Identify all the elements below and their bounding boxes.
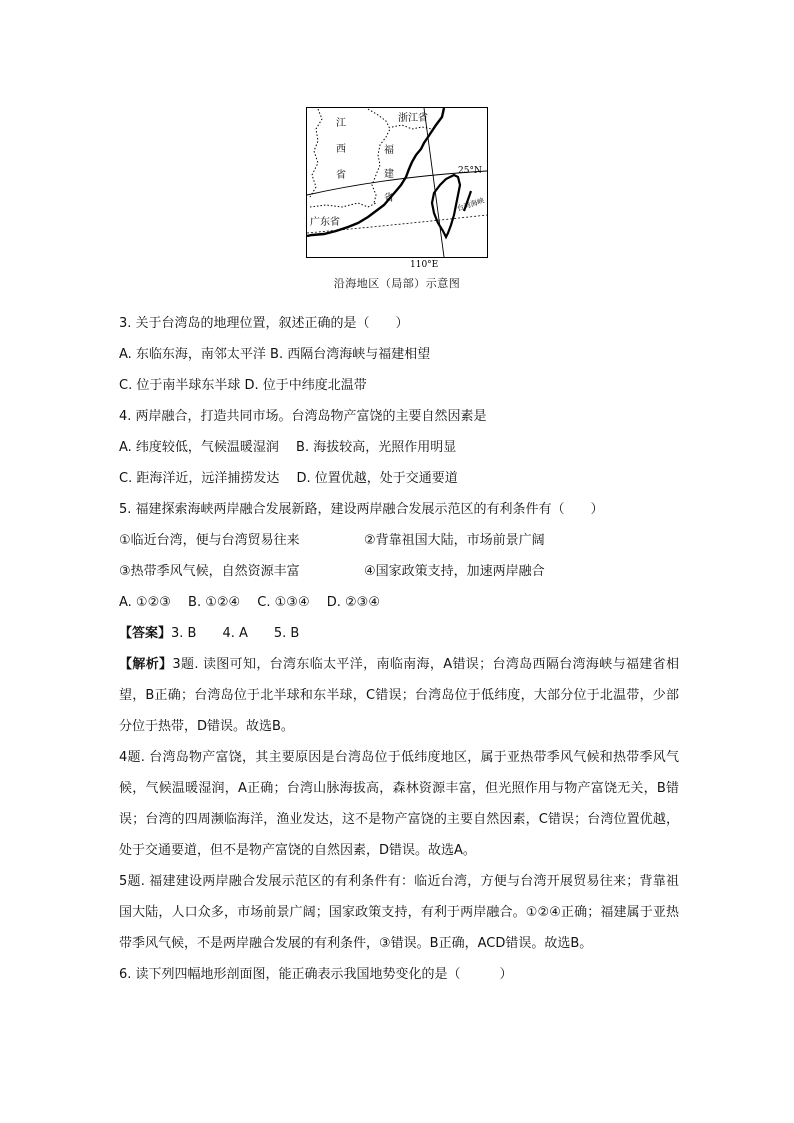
- question-4-options-row1: A. 纬度较低，气候温暖湿润 B. 海拔较高，光照作用明显: [119, 440, 457, 455]
- analysis-q3: [119, 649, 679, 742]
- analysis-q5: 5题. 福建建设两岸融合发展示范区的有利条件有：临近台湾，方便与台湾开展贸易往来；背靠祖国大陆，人口众多，市场前景广阔；国家政策支持，有利于两岸融合。①②④正确；福建属于亚热带季风气候，不是两岸融合发展的有利条件，③错误。B正确，ACD错误。故选B。: [119, 874, 679, 951]
- condition-2: ②背靠祖国大陆，市场前景广阔: [364, 533, 545, 548]
- question-3-options-row2: C. 位于南半球东半球 D. 位于中纬度北温带: [119, 378, 367, 393]
- condition-3: ③热带季风气候，自然资源丰富: [119, 564, 300, 579]
- answer-line: [119, 618, 679, 649]
- question-5-stem: 5. 福建探索海峡两岸融合发展新路，建设两岸融合发展示范区的有利条件有（ ）: [119, 502, 604, 517]
- condition-1: ①临近台湾，便与台湾贸易往来: [119, 533, 300, 548]
- question-6-stem: 6. 读下列四幅地形剖面图，能正确表示我国地势变化的是（ ）: [119, 967, 513, 982]
- analysis-q4: 4题. 台湾岛物产富饶，其主要原因是台湾岛位于低纬度地区，属于亚热带季风气候和热带季风气候，气候温暖湿润，A正确；台湾山脉海拔高，森林资源丰富，但光照作用与物产富饶无关，B错误；台湾的四周濒临海洋，渔业发达，这不是物产富饶的主要自然因素，C错误；台湾位置优越，处于交通要道，但不是物产富饶的自然因素，D错误。故选A。: [119, 750, 679, 858]
- label-fujian-1: 福: [384, 145, 394, 156]
- label-jiangxi-2: 西: [336, 144, 346, 155]
- label-taiwan-strait: 台湾海峡: [456, 196, 486, 213]
- label-lat-25n: 25°N: [458, 166, 482, 176]
- answer-text: 3. B 4. A 5. B: [171, 626, 300, 641]
- question-5-conditions-row2: [119, 556, 679, 587]
- label-zhejiang: 浙江省: [398, 113, 428, 124]
- analysis-label: 【解析】: [119, 657, 173, 672]
- question-5-options: A. ①②③ B. ①②④ C. ①③④ D. ②③④: [119, 595, 380, 610]
- question-5-conditions-row1: [119, 525, 679, 556]
- question-3-stem: 3. 关于台湾岛的地理位置，叙述正确的是（ ）: [119, 316, 409, 331]
- coastal-region-map: [306, 107, 488, 271]
- question-4-options-row2: C. 距海洋近，远洋捕捞发达 D. 位置优越，处于交通要道: [119, 471, 458, 486]
- question-4-stem: 4. 两岸融合，打造共同市场。台湾岛物产富饶的主要自然因素是: [119, 409, 487, 424]
- label-jiangxi-3: 省: [336, 170, 346, 181]
- label-jiangxi-1: 江: [336, 118, 346, 129]
- answer-label: 【答案】: [119, 626, 172, 641]
- map-caption: 沿海地区（局部）示意图: [333, 277, 461, 290]
- question-3-options-row1: A. 东临东海，南邻太平洋 B. 西隔台湾海峡与福建相望: [119, 347, 431, 362]
- condition-4: ④国家政策支持，加速两岸融合: [364, 564, 545, 579]
- label-guangdong: 广东省: [310, 217, 340, 228]
- label-fujian-3: 省: [384, 193, 394, 204]
- analysis-q3-text: 3题. 读图可知，台湾东临太平洋，南临南海，A错误；台湾岛西隔台湾海峡与福建省相望，B正确；台湾岛位于北半球和东半球，C错误；台湾岛位于低纬度，大部分位于北温带，少部分位于热带，D错误。故选B。: [119, 657, 679, 734]
- label-fujian-2: 建: [384, 169, 394, 180]
- document-body: [119, 308, 679, 990]
- label-lon-110e: 110°E: [410, 260, 439, 270]
